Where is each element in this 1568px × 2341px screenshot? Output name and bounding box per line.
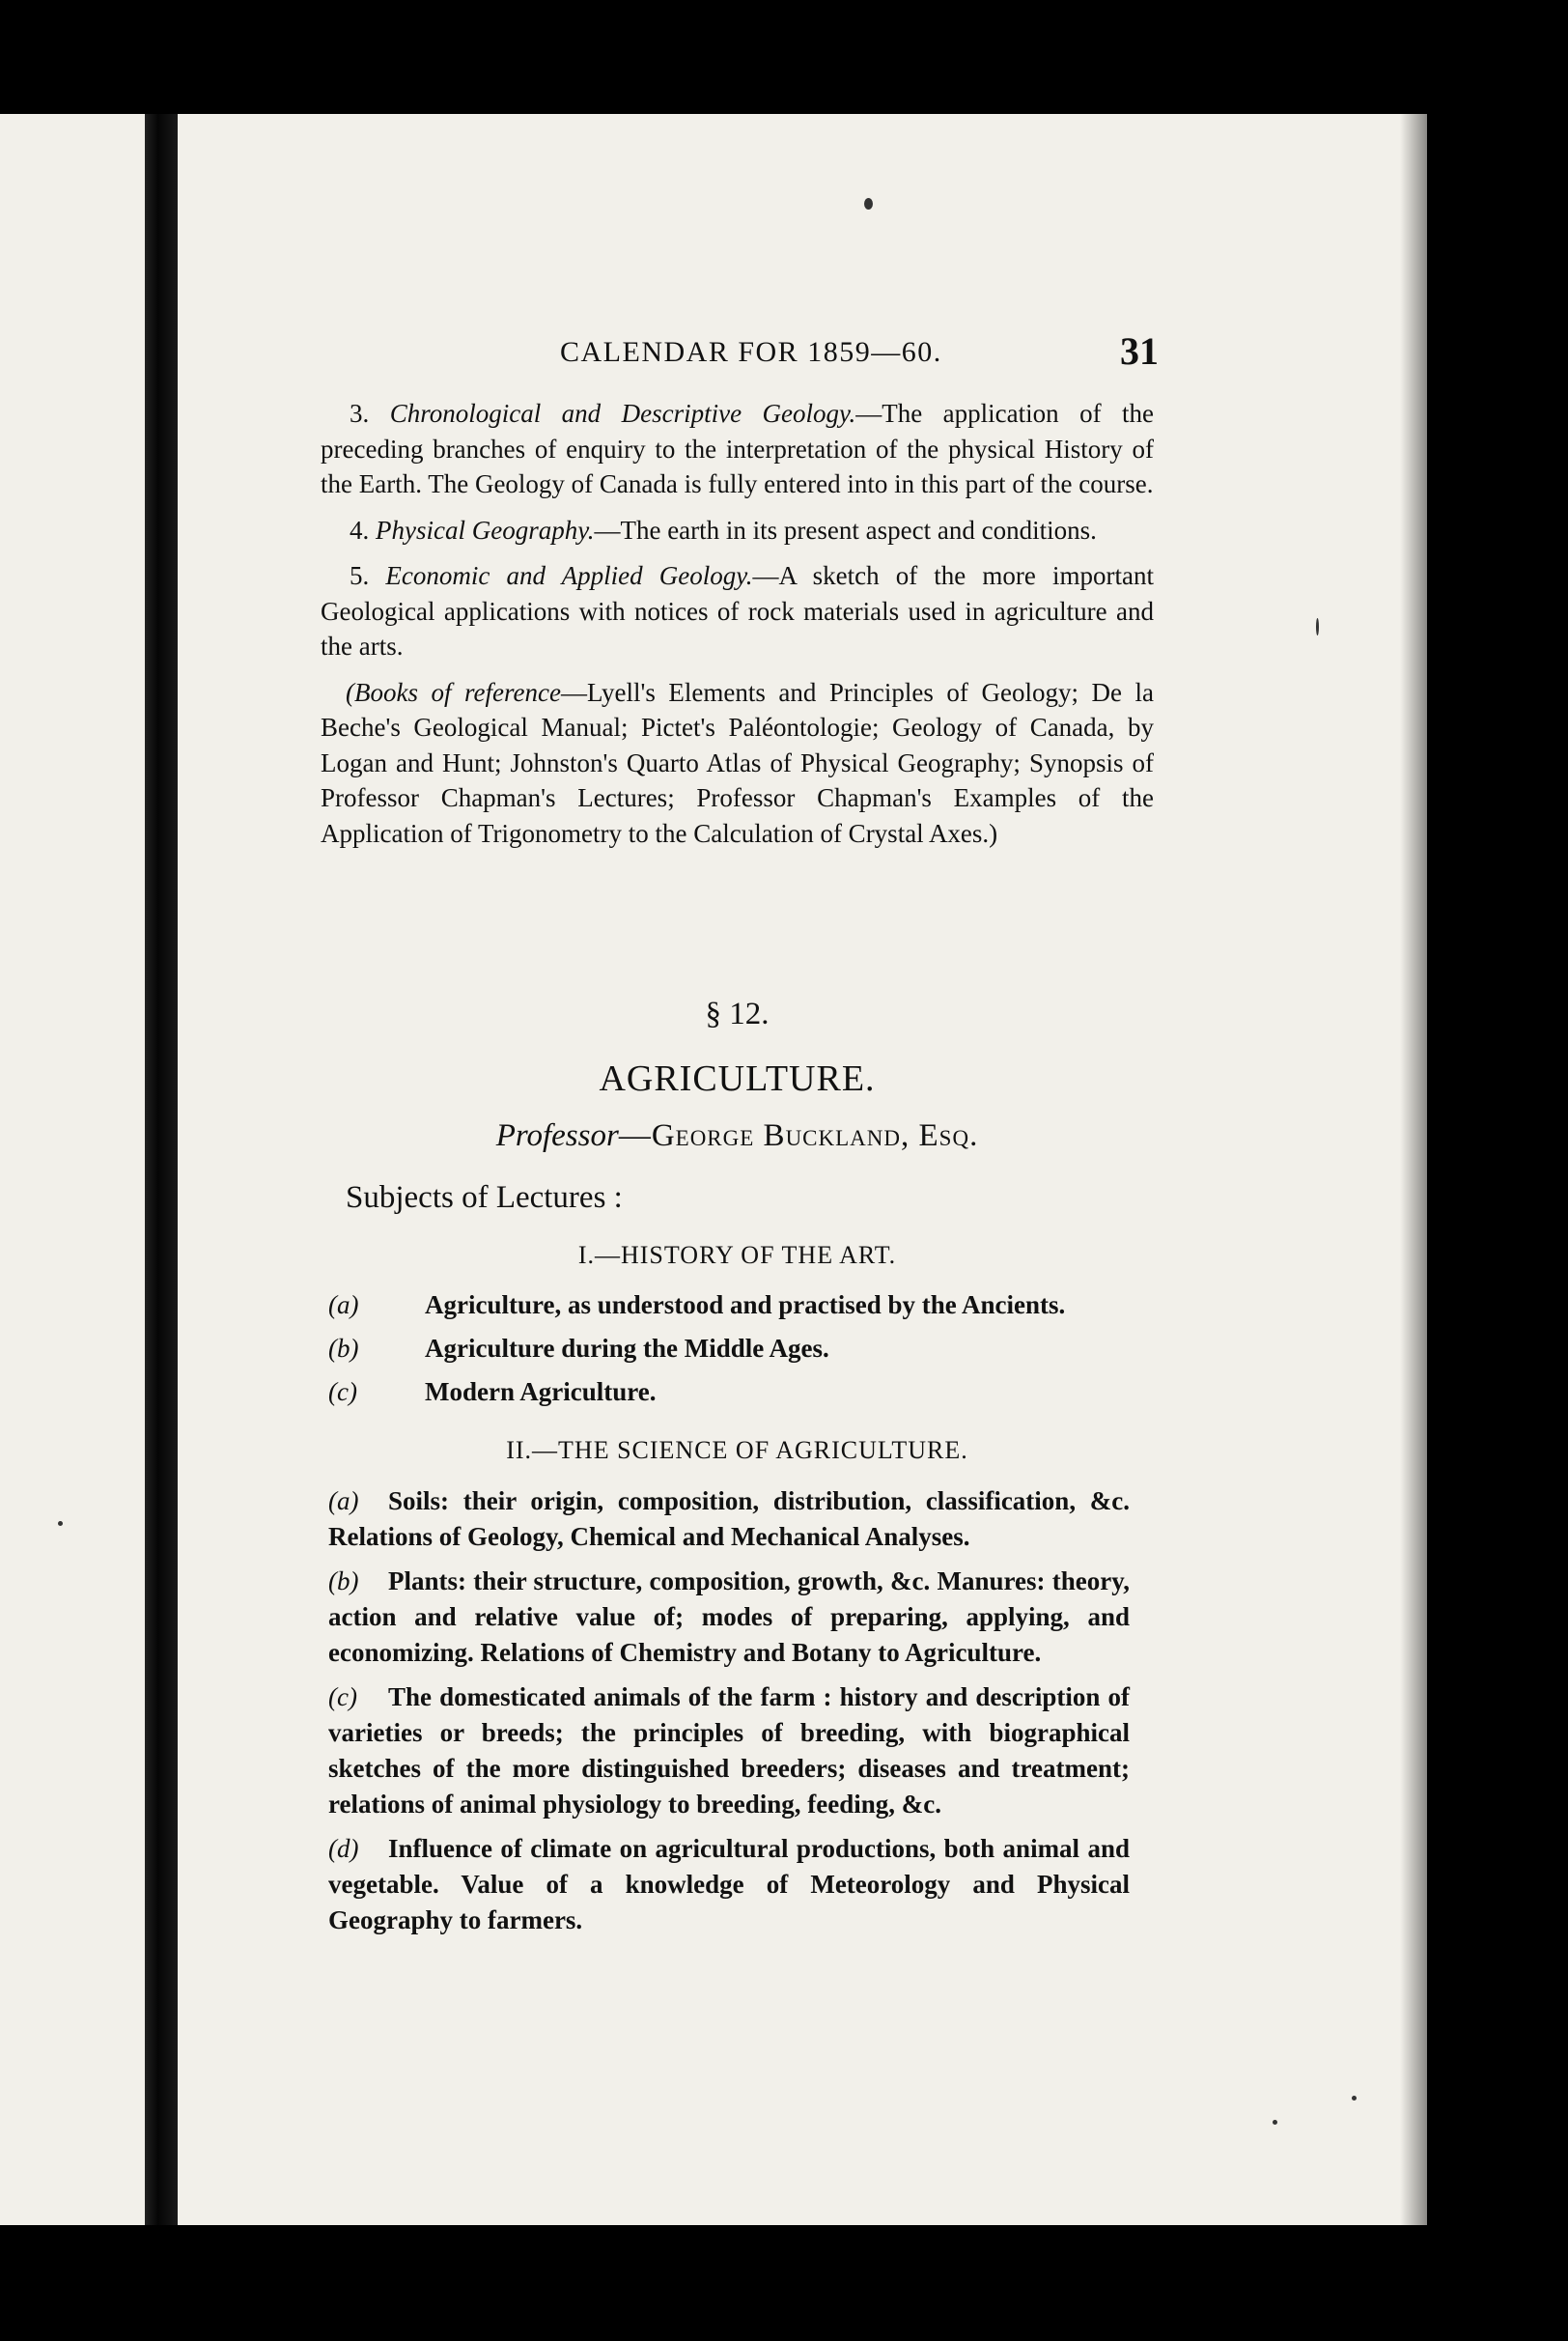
paragraph-title: Physical Geography. [376,515,595,545]
item-text: Agriculture during the Middle Ages. [425,1334,829,1363]
subjects-heading: Subjects of Lectures : [346,1180,623,1215]
list-item [328,1564,1130,1671]
page-number: 31 [1120,329,1159,373]
page-edge-shadow [1400,114,1458,2225]
scan-speck [1352,2096,1357,2101]
paragraph-4 [321,513,1154,549]
scan-speck [1316,618,1319,635]
section-number: § 12. [705,997,770,1031]
paragraph-5 [321,558,1154,664]
geology-section [321,396,1154,861]
list-item [328,1331,1130,1367]
references-text: —Lyell's Elements and Principles of Geology; De la Beche's Geological Manual; Pictet's Paléontologie; Geology of Canada, by Logan and Hunt; Johnston's Quarto Atlas of Physical Geography; Synopsis of Professor Chapman's Lectures; Professor Chapman's Examples of the Application of Trigonometry to the Calculation of Crystal Axes.) [321,677,1154,848]
scan-speck [864,198,873,210]
paragraph-number: 3. [350,399,370,428]
list-item [328,1831,1130,1938]
list-item [328,1374,1130,1410]
item-marker: (d) [328,1834,359,1863]
item-text: Influence of climate on agricultural productions, both animal and vegetable. Value of a knowledge of Meteorology and Physical Geography to farmers. [328,1834,1130,1934]
professor-label: Professor [495,1118,619,1153]
item-text: Plants: their structure, composition, growth, &c. Manures: theory, action and relative value of; modes of preparing, applying, and economizing. Relations of Chemistry and Botany to Agriculture. [328,1566,1130,1667]
list-item [328,1483,1130,1555]
item-text: Modern Agriculture. [425,1377,657,1406]
scan-border-bottom [0,2225,1568,2341]
paragraph-title: Economic and Applied Geology. [385,561,753,590]
paragraph-text: —The application of the preceding branches of enquiry to the interpretation of the physical History of the Earth. The Geology of Canada is fully entered into in this part of the course. [321,399,1154,498]
paragraph-3 [321,396,1154,502]
paragraph-number: 4. [350,515,370,545]
paragraph-text: —A sketch of the more important Geological applications with notices of rock materials used in agriculture and the arts. [321,561,1155,661]
item-marker: (b) [328,1566,359,1595]
running-head: CALENDAR FOR 1859—60. [560,336,942,368]
item-marker: (a) [328,1486,359,1515]
page-header [319,328,1159,377]
science-heading: II.—THE SCIENCE OF AGRICULTURE. [506,1436,968,1464]
science-list [328,1483,1130,1947]
list-item [328,1287,1130,1323]
page-binding-edge [145,114,178,2225]
references-paragraph [321,675,1154,852]
references-label: (Books of reference [346,677,561,707]
section-title: AGRICULTURE. [599,1058,876,1099]
item-marker: (c) [328,1377,357,1406]
history-heading: I.—HISTORY OF THE ART. [577,1241,897,1269]
item-marker: (a) [328,1290,359,1319]
history-list [328,1287,1130,1418]
item-text: Agriculture, as understood and practised by the Ancients. [425,1290,1066,1319]
item-marker: (c) [328,1682,357,1711]
item-marker: (b) [328,1334,359,1363]
scan-speck [1273,2120,1277,2125]
list-item [328,1679,1130,1822]
paragraph-number: 5. [350,561,370,590]
scan-border-top [0,0,1568,116]
item-text: Soils: their origin, composition, distribution, classification, &c. Relations of Geology, Chemical and Mechanical Analyses. [328,1486,1130,1551]
item-text: The domesticated animals of the farm : history and description of varieties or breeds; the principles of breeding, with biographical sketches of the more distinguished breeders; diseases and treatment; relations of animal physiology to breeding, feeding, &c. [328,1682,1130,1819]
paragraph-text: —The earth in its present aspect and conditions. [594,515,1097,545]
paragraph-title: Chronological and Descriptive Geology. [389,399,856,428]
professor-name: —George Buckland, Esq. [618,1118,979,1153]
scan-speck [58,1521,63,1526]
professor-line [321,1118,1154,1154]
